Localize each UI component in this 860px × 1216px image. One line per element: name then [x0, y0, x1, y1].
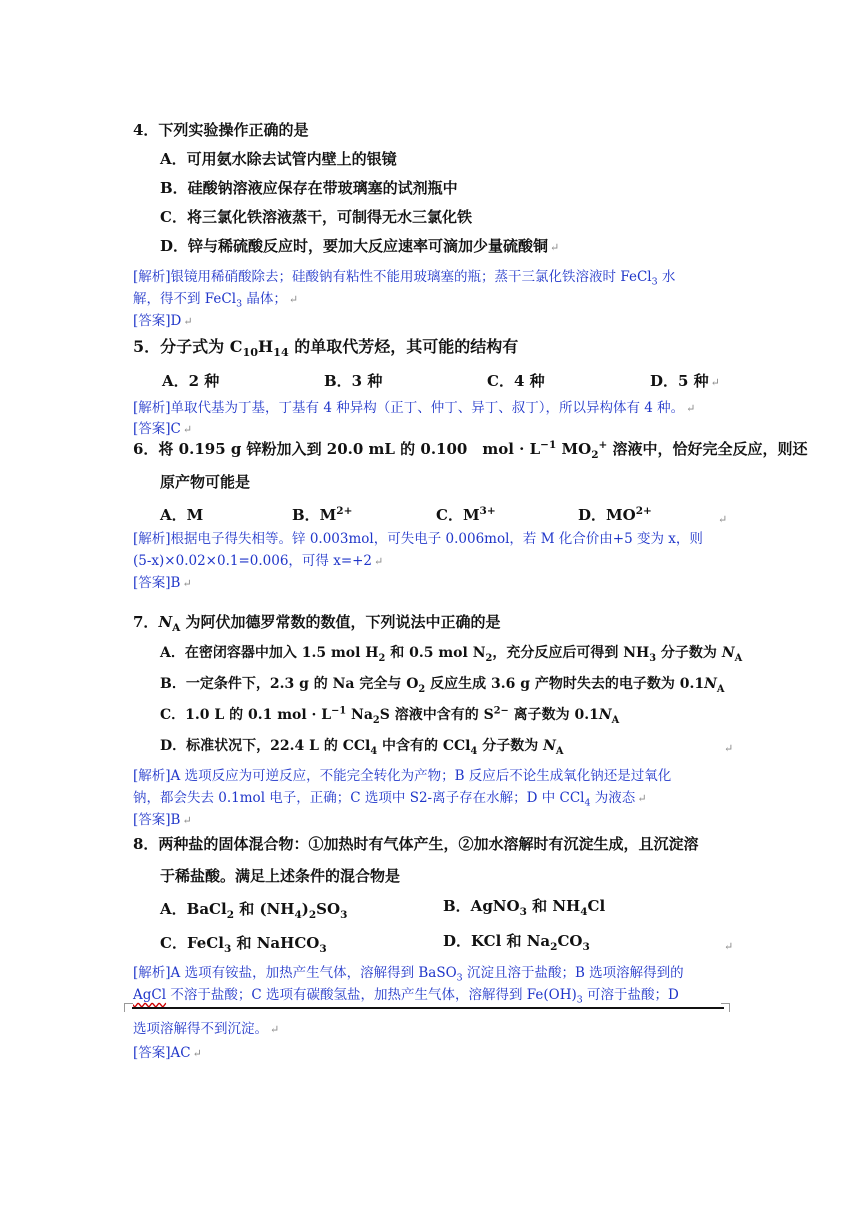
q6-analysis-line1: [解析]根据电子得失相等。锌 0.003mol，可失电子 0.006mol，若 M 化合价由+5 变为 x，则 — [133, 531, 703, 547]
paragraph-mark: ↵ — [182, 423, 193, 436]
q6-answer: [答案]B ↵ — [133, 575, 192, 591]
paragraph-mark: ↵ — [718, 513, 728, 526]
paragraph-mark: ↵ — [637, 792, 647, 805]
paragraph-mark: ↵ — [724, 742, 734, 755]
q7-analysis-line2: 钠，都会失去 0.1mol 电子，正确；C 选项中 S2-离子存在水解；D 中 CCl$_4$ 为液态 ↵ — [133, 790, 647, 809]
paragraph-mark: ↵ — [270, 1023, 280, 1036]
page-corner-mark-left — [124, 1003, 133, 1012]
q4-answer: [答案]D ↵ — [133, 313, 193, 329]
q8-analysis-line2: AgCl 不溶于盐酸；C 选项有碳酸氢盐，加热产生气体，溶解得到 $Fe(OH)_3$ 可溶于盐酸；D — [133, 987, 679, 1006]
q4-option-b: B．硅酸钠溶液应保存在带玻璃塞的试剂瓶中 — [160, 179, 458, 197]
q8-answer: [答案]AC ↵ — [133, 1045, 202, 1061]
page-break-line — [132, 1007, 724, 1009]
q6-option-a: A．M — [160, 506, 204, 524]
q4-option-a: A．可用氨水除去试管内壁上的银镜 — [160, 150, 397, 168]
paragraph-mark: ↵ — [288, 293, 299, 306]
q5-analysis: [解析]单取代基为丁基，丁基有 4 种异构（正丁、仲丁、异丁、叔丁），所以异构体有 4 种。 ↵ — [133, 400, 696, 416]
paragraph-mark: ↵ — [183, 315, 193, 328]
paragraph-mark: ↵ — [182, 577, 192, 590]
q7-answer: [答案]B ↵ — [133, 812, 192, 828]
q6-option-b: B．$M^{2+}$ — [292, 505, 353, 524]
q4-stem: 4．下列实验操作正确的是 — [133, 121, 309, 139]
q7-option-d: D．标准状况下，22.4 L 的 CCl$_4$ 中含有的 CCl$_4$ 分子数为 $N_A$ — [160, 738, 564, 757]
q8-option-c: C．FeCl$_3$ 和 NaHCO$_3$ — [160, 934, 327, 955]
q6-stem-line1: 6．将 0.195 g 锌粉加入到 20.0 mL 的 0.100 mol · $L^{-1}$ $MO_2^+$ 溶液中，恰好完全反应，则还 — [133, 439, 808, 461]
q4-analysis-line2: 解，得不到 FeCl$_3$ 晶体； ↵ — [133, 291, 299, 310]
q4-option-c: C．将三氯化铁溶液蒸干，可制得无水三氯化铁 — [160, 208, 472, 226]
q7-option-b: B．一定条件下，2.3 g 的 Na 完全与 $O_2$ 反应生成 3.6 g 产物时失去的电子数为 $0.1N_A$ — [160, 676, 725, 695]
q8-stem-line1: 8．两种盐的固体混合物：①加热时有气体产生，②加水溶解时有沉淀生成，且沉淀溶 — [133, 835, 699, 853]
q6-analysis-line2: (5-x)×0.02×0.1=0.006，可得 x=+2 ↵ — [133, 553, 384, 569]
q5-option-b: B．3 种 — [324, 372, 383, 390]
paragraph-mark: ↵ — [710, 376, 720, 389]
q4-analysis-line1: [解析]银镜用稀硝酸除去；硅酸钠有粘性不能用玻璃塞的瓶；蒸干三氯化铁溶液时 FeCl$_3$ 水 — [133, 269, 676, 288]
paragraph-mark: ↵ — [192, 1047, 202, 1060]
q7-option-a: A．在密闭容器中加入 1.5 mol $H_2$ 和 0.5 mol $N_2$，充分反应后可得到 $NH_3$ 分子数为 $N_A$ — [160, 645, 743, 664]
q5-option-c: C．4 种 — [487, 372, 545, 390]
q7-analysis-line1: [解析]A 选项反应为可逆反应，不能完全转化为产物；B 反应后不论生成氧化钠还是过氧化 — [133, 768, 672, 784]
q6-stem-line2: 原产物可能是 — [160, 473, 251, 491]
q8-analysis-line1: [解析]A 选项有铵盐，加热产生气体，溶解得到 BaSO$_3$ 沉淀且溶于盐酸；B 选项溶解得到的 — [133, 965, 684, 984]
q6-option-c: C．$M^{3+}$ — [436, 505, 496, 524]
q5-option-a: A．2 种 — [162, 372, 220, 390]
q6-option-d: D．$MO^{2+}$ — [578, 505, 652, 524]
paragraph-mark: ↵ — [686, 402, 696, 415]
paragraph-mark: ↵ — [550, 241, 560, 254]
paragraph-mark: ↵ — [724, 940, 734, 953]
q8-option-b: B．AgNO$_3$ 和 $NH_4Cl$ — [443, 897, 606, 918]
q5-stem: 5．分子式为 $C_{10}H_{14}$ 的单取代芳烃，其可能的结构有 — [133, 337, 519, 360]
paragraph-mark: ↵ — [374, 555, 384, 568]
q5-answer: [答案]C ↵ — [133, 421, 193, 437]
q8-option-d: D．KCl 和 $Na_2CO_3$ — [443, 932, 590, 953]
q7-stem: 7．$N_A$ 为阿伏加德罗常数的数值，下列说法中正确的是 — [133, 613, 501, 634]
q4-option-d: D．锌与稀硫酸反应时，要加大反应速率可滴加少量硫酸铜 ↵ — [160, 237, 560, 255]
q5-option-d: D．5 种 ↵ — [650, 372, 720, 390]
q8-stem-line2: 于稀盐酸。满足上述条件的混合物是 — [160, 867, 401, 885]
page-corner-mark-right — [721, 1003, 730, 1012]
q7-option-c: C．1.0 L 的 0.1 mol · $L^{-1}$ $Na_2S$ 溶液中含有的 $S^{2-}$ 离子数为 $0.1N_A$ — [160, 705, 620, 726]
q8-analysis-line3: 选项溶解得不到沉淀。 ↵ — [133, 1021, 280, 1037]
paragraph-mark: ↵ — [182, 814, 192, 827]
q8-option-a: A．BaCl$_2$ 和 $(NH_4)_2SO_3$ — [160, 900, 348, 921]
